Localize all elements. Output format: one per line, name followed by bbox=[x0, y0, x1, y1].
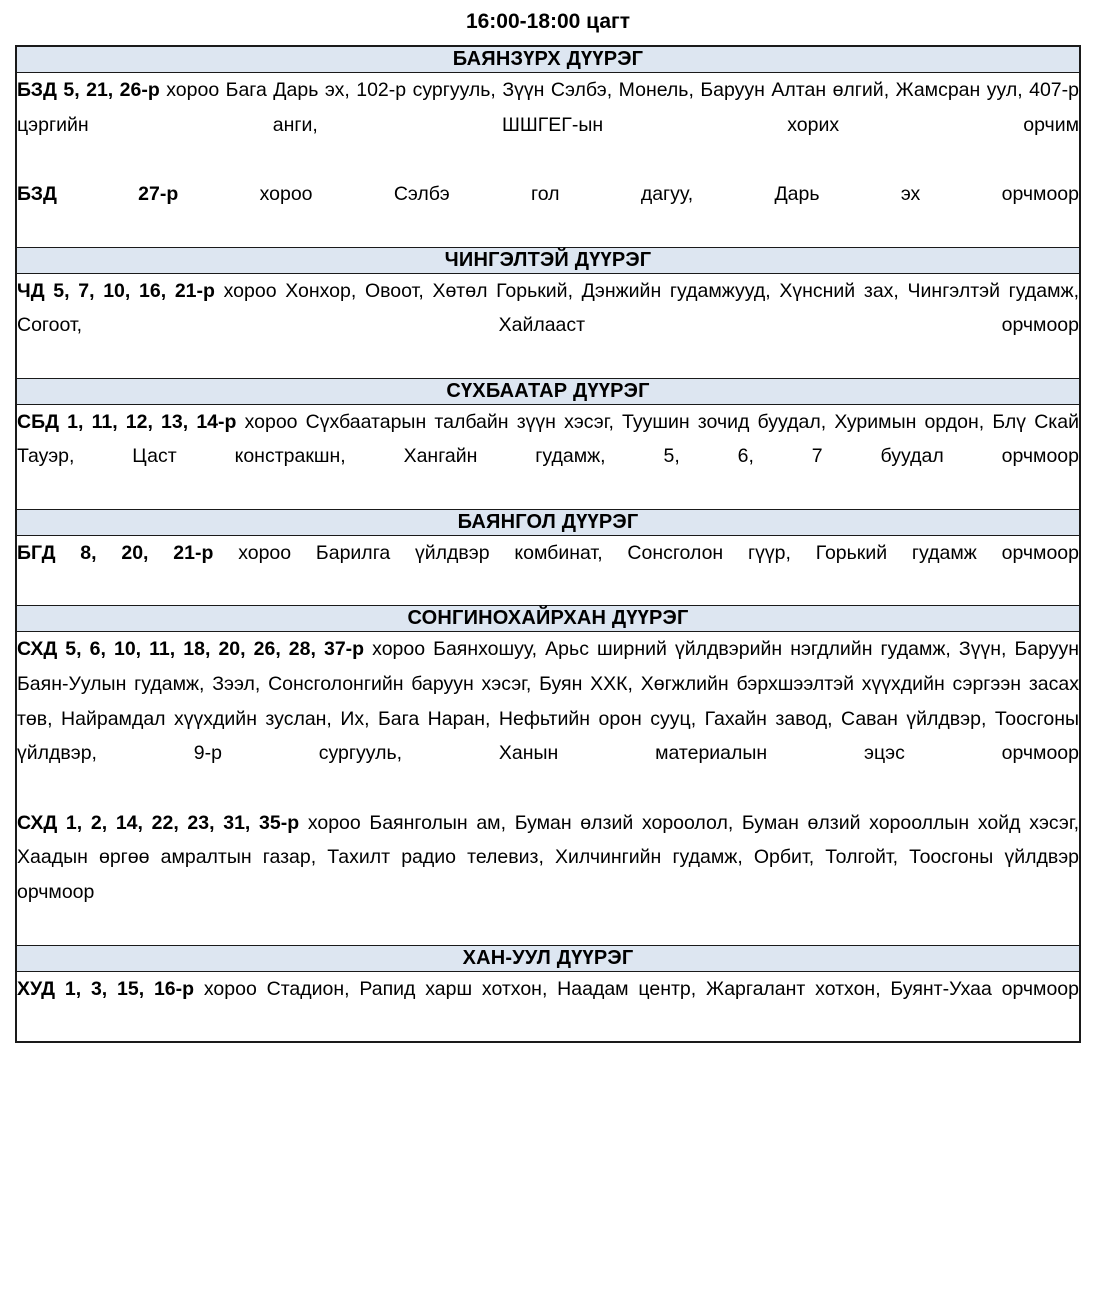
district-header-row bbox=[16, 46, 1080, 73]
khoroo-label: СХД 5, 6, 10, 11, 18, 20, 26, 28, 37-р bbox=[17, 638, 365, 661]
district-header-row bbox=[16, 247, 1080, 273]
district-body-row bbox=[16, 632, 1080, 945]
outage-entry bbox=[17, 73, 1079, 177]
district-body-3 bbox=[16, 404, 1080, 509]
location-list: хороо Хонхор, Овоот, Хөтөл Горький, Дэнжийн гудамжууд, Хүнсний зах, Чингэлтэй гудамж, Согоот, Хайлааст орчмоор bbox=[17, 279, 1079, 337]
district-body-4 bbox=[16, 535, 1080, 605]
outage-entry bbox=[17, 972, 1079, 1041]
district-body-row bbox=[16, 273, 1080, 378]
district-body-row bbox=[16, 971, 1080, 1042]
outage-entry bbox=[17, 177, 1079, 246]
khoroo-label: СХД 1, 2, 14, 22, 23, 31, 35-р bbox=[17, 811, 300, 834]
khoroo-label: СБД 1, 11, 12, 13, 14-р bbox=[17, 410, 237, 433]
outage-entry bbox=[17, 806, 1079, 945]
district-header-2: ЧИНГЭЛТЭЙ ДҮҮРЭГ bbox=[16, 247, 1080, 273]
district-header-row bbox=[16, 606, 1080, 632]
outage-schedule-table bbox=[15, 45, 1081, 1043]
khoroo-label: БЗД 5, 21, 26-р bbox=[17, 79, 160, 102]
outage-entry bbox=[17, 274, 1079, 378]
district-header-3: СҮХБААТАР ДҮҮРЭГ bbox=[16, 378, 1080, 404]
district-header-row bbox=[16, 378, 1080, 404]
khoroo-label: БЗД 27-р bbox=[17, 183, 179, 206]
district-body-2 bbox=[16, 273, 1080, 378]
location-list: хороо Сэлбэ гол дагуу, Дарь эх орчмоор bbox=[178, 183, 1079, 206]
khoroo-label: БГД 8, 20, 21-р bbox=[17, 541, 214, 564]
district-body-row bbox=[16, 535, 1080, 605]
district-body-5 bbox=[16, 632, 1080, 945]
location-list: хороо Сүхбаатарын талбайн зүүн хэсэг, Туушин зочид буудал, Хуримын ордон, Блү Скай Тауэр, Цаст констракшн, Хангайн гудамж, 5, 6, 7 буудал орчмоор bbox=[17, 410, 1080, 468]
location-list: хороо Баянголын ам, Буман өлзий хороолол, Буман өлзий хорооллын хойд хэсэг, Хаадын өргөө амралтын газар, Тахилт радио телевиз, Хилчингийн гудамж, Орбит, Толгойт, Тоосгоны үйлдвэр орчмоор bbox=[17, 811, 1079, 904]
district-header-5: СОНГИНОХАЙРХАН ДҮҮРЭГ bbox=[16, 606, 1080, 632]
district-header-1: БАЯНЗҮРХ ДҮҮРЭГ bbox=[16, 46, 1080, 73]
page-title: 16:00-18:00 цагт bbox=[465, 10, 631, 33]
district-body-6 bbox=[16, 971, 1080, 1042]
location-list: хороо Стадион, Рапид харш хотхон, Наадам центр, Жаргалант хотхон, Буянт-Ухаа орчмоор bbox=[194, 977, 1079, 1000]
outage-entry bbox=[17, 405, 1079, 509]
district-body-row bbox=[16, 404, 1080, 509]
district-header-6: ХАН-УУЛ ДҮҮРЭГ bbox=[16, 945, 1080, 971]
location-list: хороо Барилга үйлдвэр комбинат, Сонсголон гүүр, Горький гудамж орчмоор bbox=[213, 541, 1079, 564]
khoroo-label: ЧД 5, 7, 10, 16, 21-р bbox=[17, 279, 215, 302]
outage-entry bbox=[17, 632, 1079, 806]
schedule-table-body bbox=[16, 46, 1080, 1042]
outage-entry bbox=[17, 536, 1079, 605]
khoroo-label: ХУД 1, 3, 15, 16-р bbox=[17, 977, 195, 1000]
district-header-row bbox=[16, 509, 1080, 535]
district-header-4: БАЯНГОЛ ДҮҮРЭГ bbox=[16, 509, 1080, 535]
location-list: хороо Бага Дарь эх, 102-р сургууль, Зүүн Сэлбэ, Монель, Баруун Алтан өлгий, Жамсран уул, 407-р цэргийн анги, ШШГЕГ-ын хорих орчим bbox=[17, 79, 1079, 136]
district-header-row bbox=[16, 945, 1080, 971]
district-body-1 bbox=[16, 73, 1080, 248]
location-list: хороо Баянхошуу, Арьс ширний үйлдвэрийн нэгдлийн гудамж, Зүүн, Баруун Баян-Уулын гудамж, Зээл, Сонсголонгийн баруун хэсэг, Буян ХХК, Хөгжлийн бэрхшээлтэй хүүхдийн сэргээн засах төв, Найрамдал хүүхдийн зуслан, Их, Бага Наран, Нефьтийн орон сууц, Гахайн завод, Саван үйлдвэр, Тоосгоны үйлдвэр, 9-р сургууль, Ханын материалын эцэс орчмоор bbox=[17, 638, 1079, 765]
district-body-row bbox=[16, 73, 1080, 248]
